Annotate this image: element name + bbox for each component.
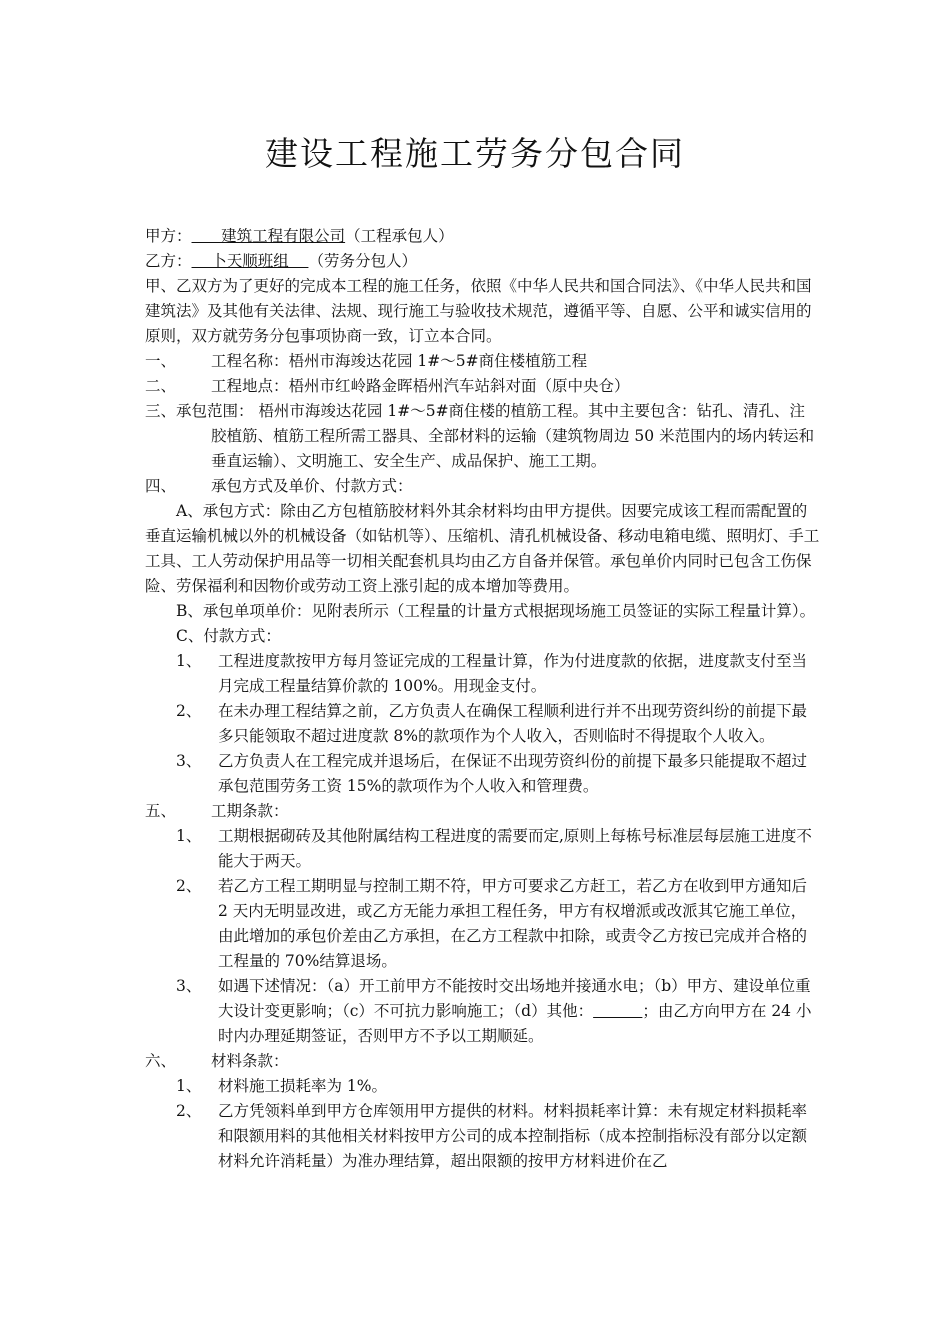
section-4-heading: 四、 承包方式及单价、付款方式： bbox=[145, 477, 413, 495]
section-5-heading: 五、 工期条款： bbox=[145, 802, 289, 820]
section-4-a: A、承包方式：除由乙方包植筋胶材料外其余材料均由甲方提供。因要完成该工程而需配置的垂直运输机械以外的机械设备（如钻机等）、压缩机、清孔机械设备、移动电箱电缆、照明灯、手工工具、工人劳动保护用品等一切相关配套机具均由乙方自备并保管。承包单价内同时已包含工伤保险、劳保福利和因物价或劳动工资上涨引起的成本增加等费用。 bbox=[145, 502, 820, 595]
section-3: 三、 承包范围： 梧州市海竣达花园 1#～5#商住楼的植筋工程。其中主要包含：钻孔、清孔、注胶植筋、植筋工程所需工器具、全部材料的运输（建筑物周边 50 米范围内的场内转运和垂直运输）、文明施工、安全生产、成品保护、施工工期。 bbox=[145, 402, 815, 470]
party-a-name: 建筑工程有限公司 bbox=[191, 227, 346, 245]
party-a: 甲方： 建筑工程有限公司（工程承包人） bbox=[145, 224, 820, 249]
blank-field bbox=[593, 999, 642, 1024]
list-item: 3、 如遇下述情况：（a）开工前甲方不能按时交出场地并接通水电；（b）甲方、建设单位重大设计变更影响；（c）不可抗力影响施工；（d）其他： ；由乙方向甲方在 24 小时内办理延期签证，否则甲方不予以工期顺延。 bbox=[176, 977, 812, 1045]
section-4-b: B、承包单项单价：见附表所示（工程量的计量方式根据现场施工员签证的实际工程量计算）。 bbox=[176, 602, 816, 620]
list-item: 2、 若乙方工程工期明显与控制工期不符，甲方可要求乙方赶工，若乙方在收到甲方通知后 2 天内无明显改进，或乙方无能力承担工程任务，甲方有权增派或改派其它施工单位，由此增加的承包价差由乙方承担，在乙方工程款中扣除，或责令乙方按已完成并合格的工程量的 70%结算退场。 bbox=[176, 877, 808, 970]
section-6-heading: 六、 材料条款： bbox=[145, 1052, 289, 1070]
section-2: 二、 工程地点：梧州市红岭路金晖梧州汽车站斜对面（原中央仓） bbox=[145, 377, 630, 395]
list-item: 1、 工期根据砌砖及其他附属结构工程进度的需要而定,原则上每栋号标准层每层施工进度不能大于两天。 bbox=[176, 827, 812, 870]
list-item: 1、 工程进度款按甲方每月签证完成的工程量计算，作为付进度款的依据，进度款支付至当月完成工程量结算价款的 100%。用现金支付。 bbox=[176, 652, 808, 695]
document-title: 建设工程施工劳务分包合同 bbox=[265, 134, 685, 173]
list-item: 3、 乙方负责人在工程完成并退场后，在保证不出现劳资纠份的前提下最多只能提取不超过承包范围劳务工资 15%的款项作为个人收入和管理费。 bbox=[176, 752, 808, 795]
list-item: 2、 乙方凭领料单到甲方仓库领用甲方提供的材料。材料损耗率计算：未有规定材料损耗率和限额用料的其他相关材料按甲方公司的成本控制指标（成本控制指标没有部分以定额材料允许消耗量）为准办理结算，超出限额的按甲方材料进价在乙 bbox=[176, 1102, 808, 1170]
section-4-c: C、付款方式： bbox=[176, 627, 281, 645]
party-b: 乙方： 卜天顺班组 （劳务分包人） bbox=[145, 249, 820, 274]
intro-paragraph: 甲、乙双方为了更好的完成本工程的施工任务，依照《中华人民共和国合同法》、《中华人民共和国建筑法》及其他有关法律、法规、现行施工与验收技术规范，遵循平等、自愿、公平和诚实信用的原则，双方就劳务分包事项协商一致，订立本合同。 bbox=[145, 277, 812, 345]
section-1: 一、 工程名称：梧州市海竣达花园 1#～5#商住楼植筋工程 bbox=[145, 352, 588, 370]
list-item: 1、 材料施工损耗率为 1%。 bbox=[176, 1077, 388, 1095]
contract-body bbox=[145, 224, 820, 1174]
party-b-name: 卜天顺班组 bbox=[191, 252, 309, 270]
list-item: 2、 在未办理工程结算之前，乙方负责人在确保工程顺利进行并不出现劳资纠纷的前提下最多只能领取不超过进度款 8%的款项作为个人收入，否则临时不得提取个人收入。 bbox=[176, 702, 808, 745]
